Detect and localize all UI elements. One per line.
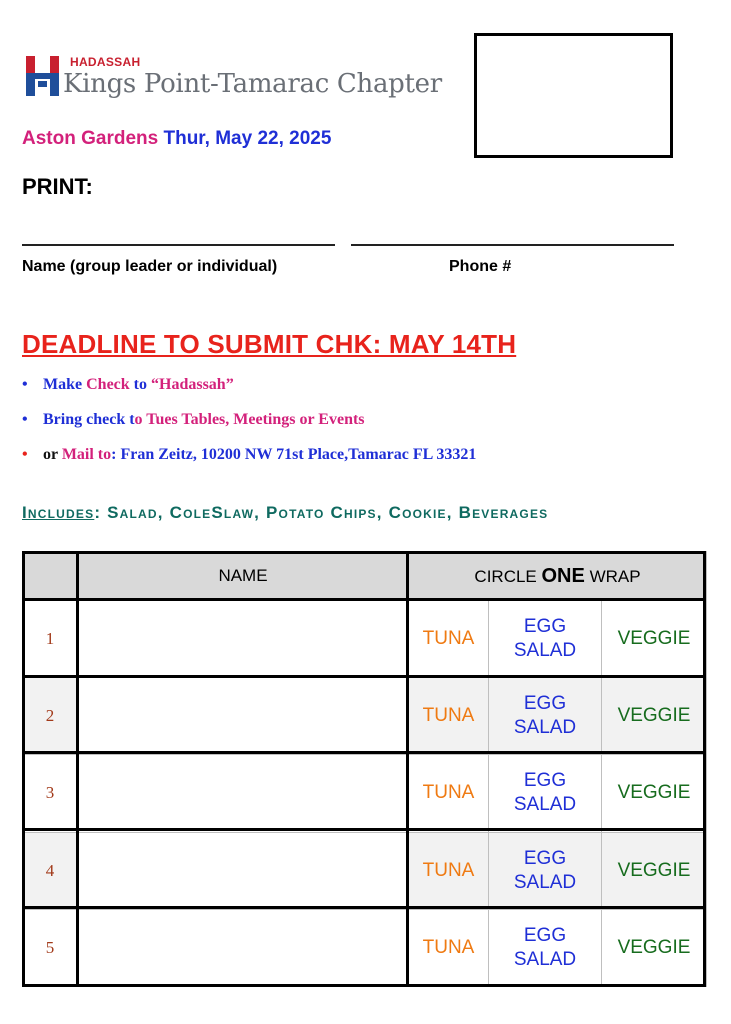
row-number: 3: [23, 755, 78, 832]
table-row: [23, 755, 707, 832]
table-divider: [406, 551, 409, 987]
table-row: [23, 678, 707, 755]
phone-field-label: Phone #: [449, 258, 512, 275]
table-divider: [22, 906, 706, 909]
tuna-option[interactable]: TUNA: [409, 601, 489, 678]
table-divider: [22, 751, 706, 754]
row-number: 2: [23, 678, 78, 755]
row-number: 4: [23, 832, 78, 909]
veggie-option[interactable]: VEGGIE: [602, 909, 707, 986]
org-name: HADASSAH: [70, 55, 141, 69]
name-field[interactable]: [22, 244, 335, 246]
name-cell[interactable]: [78, 601, 409, 678]
table-divider: [76, 551, 79, 987]
includes-items: : Salad, ColeSlaw, Potato Chips, Cookie, Beverages: [94, 503, 549, 522]
print-label: PRINT:: [22, 174, 93, 199]
veggie-option[interactable]: VEGGIE: [602, 832, 707, 909]
instruction-item: • Make Check to “Hadassah”: [22, 376, 234, 393]
egg-salad-option[interactable]: EGG SALAD: [489, 678, 602, 755]
phone-field[interactable]: [351, 244, 674, 246]
table-divider: [22, 675, 706, 678]
order-table: [22, 551, 707, 987]
name-cell[interactable]: [78, 755, 409, 832]
includes-line: [22, 503, 548, 523]
veggie-option[interactable]: VEGGIE: [602, 601, 707, 678]
row-number: 5: [23, 909, 78, 986]
hadassah-logo-icon: [26, 56, 60, 96]
includes-label: Includes: [22, 503, 95, 522]
table-row: [23, 909, 707, 986]
wrap-column-header: CIRCLE ONE WRAP: [409, 552, 707, 601]
table-divider: [22, 598, 706, 601]
tuna-option[interactable]: TUNA: [409, 832, 489, 909]
deadline-heading: DEADLINE TO SUBMIT CHK: MAY 14TH: [22, 329, 517, 359]
veggie-option[interactable]: VEGGIE: [602, 755, 707, 832]
name-cell[interactable]: [78, 909, 409, 986]
stamp-box: [474, 33, 673, 158]
instruction-item: • Bring check to Tues Tables, Meetings or Events: [22, 411, 365, 428]
table-header: [23, 552, 707, 601]
egg-salad-option[interactable]: EGG SALAD: [489, 832, 602, 909]
name-cell[interactable]: [78, 832, 409, 909]
bullet-icon: •: [22, 446, 28, 463]
table-row: [23, 832, 707, 909]
event-venue: Aston Gardens: [22, 128, 159, 149]
table-row: [23, 601, 707, 678]
number-header: [23, 552, 78, 601]
name-column-header: NAME: [78, 552, 409, 601]
egg-salad-option[interactable]: EGG SALAD: [489, 601, 602, 678]
instruction-item: • or Mail to: Fran Zeitz, 10200 NW 71st Place,Tamarac FL 33321: [22, 446, 477, 463]
chapter-name: Kings Point-Tamarac Chapter: [63, 69, 442, 99]
event-info: [22, 128, 331, 150]
instructions-list: [22, 376, 476, 481]
name-field-label: Name (group leader or individual): [22, 258, 278, 275]
event-year: , 2025: [278, 128, 332, 149]
bullet-icon: •: [22, 411, 28, 428]
veggie-option[interactable]: VEGGIE: [602, 678, 707, 755]
egg-salad-option[interactable]: EGG SALAD: [489, 755, 602, 832]
tuna-option[interactable]: TUNA: [409, 755, 489, 832]
tuna-option[interactable]: TUNA: [409, 678, 489, 755]
bullet-icon: •: [22, 376, 28, 393]
event-date: Thur, May 22: [163, 128, 279, 149]
egg-salad-option[interactable]: EGG SALAD: [489, 909, 602, 986]
row-number: 1: [23, 601, 78, 678]
tuna-option[interactable]: TUNA: [409, 909, 489, 986]
table-divider: [22, 828, 706, 831]
name-cell[interactable]: [78, 678, 409, 755]
